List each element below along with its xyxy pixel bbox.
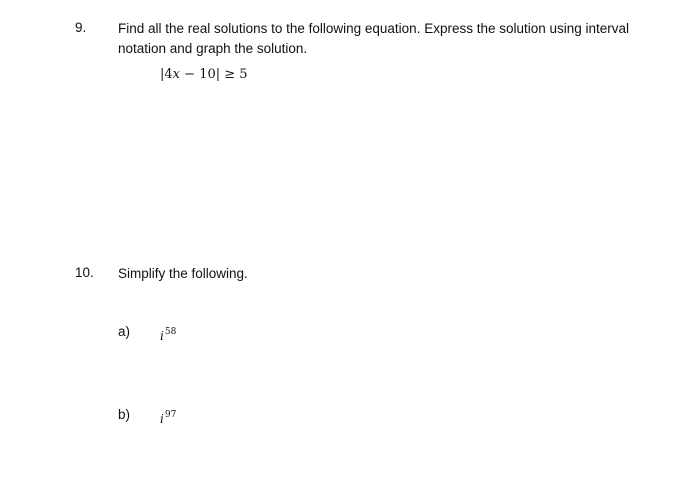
part-b-expression (160, 407, 176, 427)
absolute-value-open: | (160, 67, 165, 82)
question-9-text: Find all the real solutions to the following equation. Express the solution using interval notation and graph the solution. (118, 21, 630, 56)
equation-relation: ≥ (220, 67, 240, 82)
equation-minus: − (180, 67, 200, 82)
equation-rhs: 5 (239, 67, 248, 82)
question-9-number: 9. (75, 20, 87, 35)
equation-coefficient: 4 (164, 67, 173, 82)
absolute-value-close: | (215, 67, 221, 82)
part-b-label: b) (118, 407, 131, 422)
equation-variable: x (172, 67, 181, 82)
part-a-exponent: 58 (164, 327, 177, 337)
equation-constant: 10 (199, 67, 216, 82)
part-b-exponent: 97 (164, 410, 177, 420)
part-a-expression (160, 324, 176, 344)
part-b-base: i (160, 412, 164, 426)
question-10-text: Simplify the following. (118, 266, 248, 281)
part-a-label: a) (118, 324, 131, 339)
question-10-number: 10. (75, 265, 94, 280)
part-a-base: i (160, 329, 164, 343)
question-9-equation (160, 66, 248, 84)
